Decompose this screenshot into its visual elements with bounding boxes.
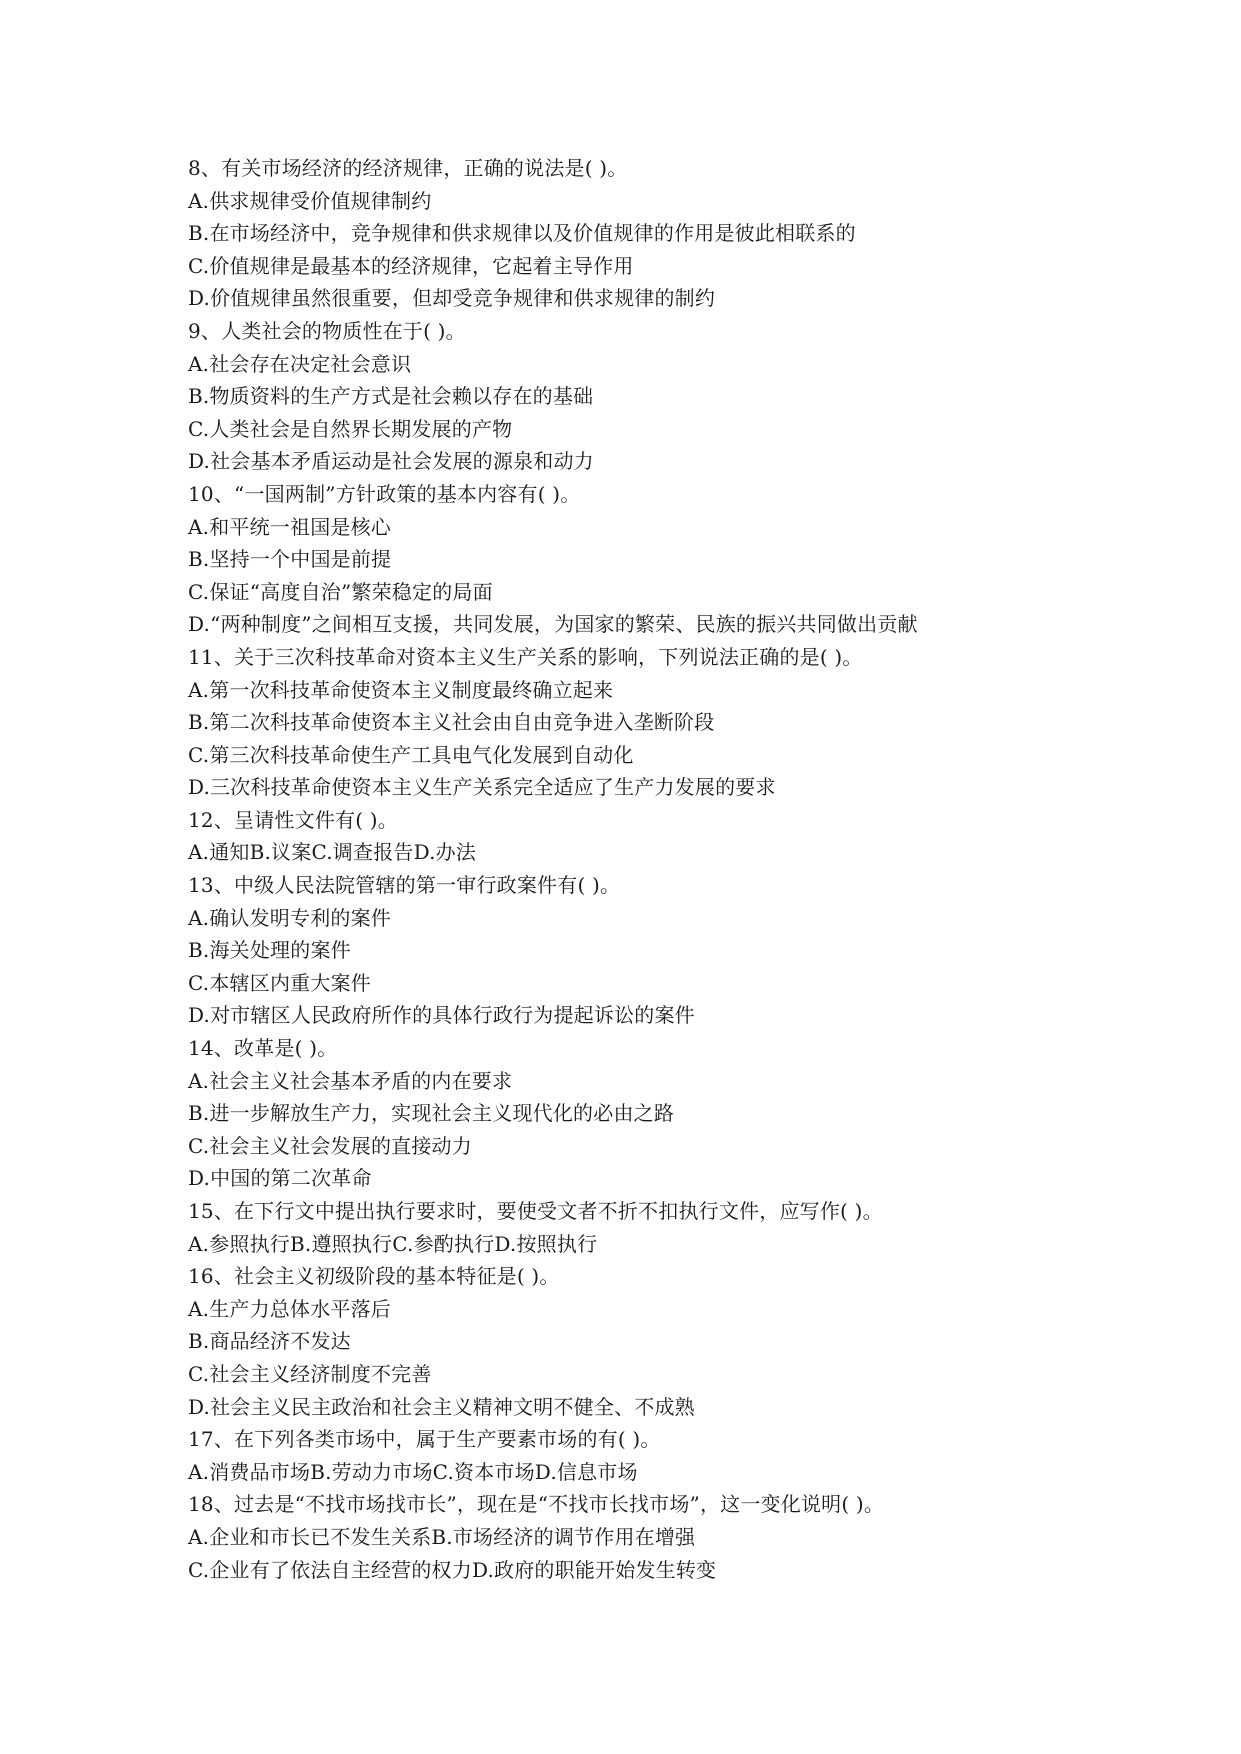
question-18-options-ab: A.企业和市长已不发生关系B.市场经济的调节作用在增强 (188, 1524, 696, 1549)
question-18-options-cd: C.企业有了依法自主经营的权力D.政府的职能开始发生转变 (188, 1557, 717, 1582)
question-13-option-d: D.对市辖区人民政府所作的具体行政行为提起诉讼的案件 (188, 1003, 695, 1028)
question-16-option-c: C.社会主义经济制度不完善 (188, 1361, 432, 1386)
question-11-option-d: D.三次科技革命使资本主义生产关系完全适应了生产力发展的要求 (188, 775, 776, 800)
question-13-stem: 13、中级人民法院管辖的第一审行政案件有( )。 (188, 873, 621, 898)
question-8-option-b: B.在市场经济中，竞争规律和供求规律以及价值规律的作用是彼此相联系的 (188, 221, 856, 246)
question-14-option-d: D.中国的第二次革命 (188, 1166, 372, 1191)
question-10-option-b: B.坚持一个中国是前提 (188, 547, 392, 572)
question-9-option-b: B.物质资料的生产方式是社会赖以存在的基础 (188, 384, 594, 409)
question-14-stem: 14、改革是( )。 (188, 1036, 338, 1061)
question-12-stem: 12、呈请性文件有( )。 (188, 807, 399, 832)
question-10-option-c: C.保证“高度自治”繁荣稳定的局面 (188, 579, 493, 604)
question-15-stem: 15、在下行文中提出执行要求时，要使受文者不折不扣执行文件，应写作( )。 (188, 1199, 883, 1223)
question-11-option-c: C.第三次科技革命使生产工具电气化发展到自动化 (188, 742, 634, 767)
question-13-option-c: C.本辖区内重大案件 (188, 970, 371, 995)
question-16-option-b: B.商品经济不发达 (188, 1329, 351, 1354)
question-list (188, 152, 1188, 1586)
question-12-options: A.通知B.议案C.调查报告D.办法 (188, 840, 477, 865)
question-14-option-c: C.社会主义社会发展的直接动力 (188, 1133, 472, 1158)
question-10-option-a: A.和平统一祖国是核心 (188, 514, 392, 539)
question-11-option-a: A.第一次科技革命使资本主义制度最终确立起来 (188, 677, 614, 702)
question-18-stem: 18、过去是“不找市场找市长”，现在是“不找市长找市场”，这一变化说明( )。 (188, 1492, 885, 1517)
question-16-option-d: D.社会主义民主政治和社会主义精神文明不健全、不成熟 (188, 1394, 695, 1419)
question-16-option-a: A.生产力总体水平落后 (188, 1296, 392, 1321)
question-17-options: A.消费品市场B.劳动力市场C.资本市场D.信息市场 (188, 1459, 638, 1484)
question-9-option-c: C.人类社会是自然界长期发展的产物 (188, 416, 513, 441)
question-14-option-b: B.进一步解放生产力，实现社会主义现代化的必由之路 (188, 1101, 675, 1126)
question-17-stem: 17、在下列各类市场中，属于生产要素市场的有( )。 (188, 1427, 661, 1452)
question-8-option-c: C.价值规律是最基本的经济规律，它起着主导作用 (188, 253, 634, 278)
question-9-option-a: A.社会存在决定社会意识 (188, 351, 412, 376)
question-15-options: A.参照执行B.遵照执行C.参酌执行D.按照执行 (188, 1231, 598, 1256)
question-14-option-a: A.社会主义社会基本矛盾的内在要求 (188, 1068, 513, 1093)
question-9-option-d: D.社会基本矛盾运动是社会发展的源泉和动力 (188, 449, 594, 474)
question-13-option-b: B.海关处理的案件 (188, 938, 351, 963)
question-11-option-b: B.第二次科技革命使资本主义社会由自由竞争进入垄断阶段 (188, 710, 715, 735)
question-8-option-d: D.价值规律虽然很重要，但却受竞争规律和供求规律的制约 (188, 286, 716, 311)
question-16-stem: 16、社会主义初级阶段的基本特征是( )。 (188, 1264, 560, 1289)
question-8-option-a: A.供求规律受价值规律制约 (188, 188, 432, 213)
question-10-option-d: D.“两种制度”之间相互支援，共同发展，为国家的繁荣、民族的振兴共同做出贡献 (188, 612, 918, 637)
question-10-stem: 10、“一国两制”方针政策的基本内容有( )。 (188, 481, 581, 506)
question-13-option-a: A.确认发明专利的案件 (188, 905, 392, 930)
question-11-stem: 11、关于三次科技革命对资本主义生产关系的影响，下列说法正确的是( )。 (188, 644, 863, 669)
question-9-stem: 9、人类社会的物质性在于( )。 (188, 318, 466, 343)
question-8-stem: 8、有关市场经济的经济规律，正确的说法是( )。 (188, 156, 628, 180)
